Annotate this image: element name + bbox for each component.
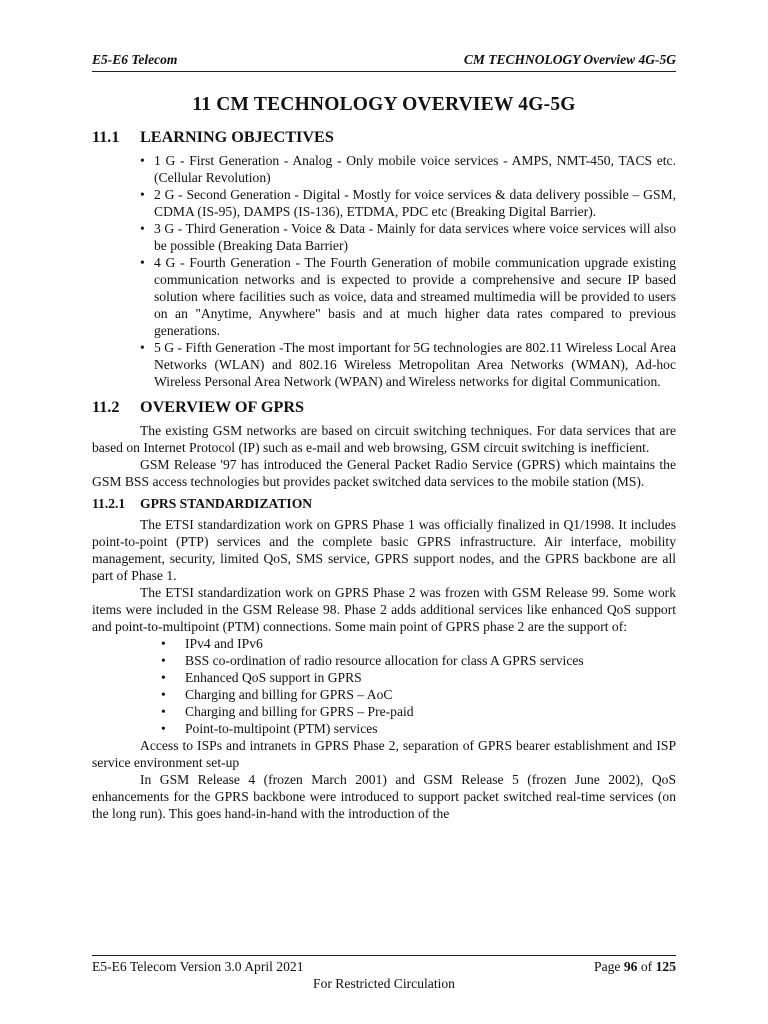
of-label: of [640,959,653,974]
paragraph: The ETSI standardization work on GPRS Phase 1 was officially finalized in Q1/1998. It includes point-to-point (PTP) services and the complete basic GPRS infrastructure. Air interface, mobility management, security, limited QoS, SMS service, GPRS support nodes, and the GPRS backbone are all part of Phase 1. [92,517,676,583]
subsection-title: GPRS STANDARDIZATION [140,496,313,511]
paragraph: Access to ISPs and intranets in GPRS Phase 2, separation of GPRS bearer establishment and ISP service environment set-up [92,738,676,770]
page-label: Page [594,959,621,974]
subsection-number: 11.2.1 [92,496,126,511]
section-number: 11.1 [92,128,120,146]
footer-version: E5-E6 Telecom Version 3.0 April 2021 [92,959,304,974]
section-heading-learning-objectives [92,128,676,147]
total-pages: 125 [655,959,676,974]
circulation-note: For Restricted Circulation [313,976,455,991]
list-item: • Charging and billing for GPRS – Pre-paid [185,703,676,720]
list-item: • Charging and billing for GPRS – AoC [185,686,676,703]
list-item: • 4 G - Fourth Generation - The Fourth Generation of mobile communication upgrade existing communication networks and is expected to provide a comprehensive and secure IP based solution where facilities such as voice, data and streamed multimedia will be provided to users on an "Anytime, Anywhere" basis and at much higher data rates compared to previous generations. [154,254,676,339]
list-item: • 2 G - Second Generation - Digital - Mostly for voice services & data delivery possible – GSM, CDMA (IS-95), DAMPS (IS-136), ETDMA, PDC etc (Breaking Digital Barrier). [154,186,676,220]
page-footer [92,955,676,992]
paragraph: The existing GSM networks are based on circuit switching techniques. For data services that are based on Internet Protocol (IP) such as e-mail and web browsing, GSM circuit switching is inefficient. [92,423,676,455]
subsection-heading-gprs-standardization [92,496,676,512]
list-item: • 5 G - Fifth Generation -The most important for 5G technologies are 802.11 Wireless Local Area Networks (WLAN) and 802.16 Wireless Metropolitan Area Networks (WMAN), Ad-hoc Wireless Personal Area Network (WPAN) and Wireless networks for digital Communication. [154,339,676,390]
section-title: LEARNING OBJECTIVES [140,128,334,146]
header-right: CM TECHNOLOGY Overview 4G-5G [463,52,676,67]
list-item: • 3 G - Third Generation - Voice & Data - Mainly for data services where voice services will also be possible (Breaking Data Barrier) [154,220,676,254]
list-item: • BSS co-ordination of radio resource allocation for class A GPRS services [185,652,676,669]
objectives-list [92,152,676,390]
list-item: • 1 G - First Generation - Analog - Only mobile voice services - AMPS, NMT-450, TACS etc. (Cellular Revolution) [154,152,676,186]
section-heading-overview-of-gprs [92,398,676,417]
list-item: • IPv4 and IPv6 [185,635,676,652]
phase2-points-list [92,635,676,737]
running-header [92,52,676,72]
paragraph: The ETSI standardization work on GPRS Phase 2 was frozen with GSM Release 99. Some work items were included in the GSM Release 98. Phase 2 adds additional services like enhanced QoS support and point-to-multipoint (PTM) connections. Some main point of GPRS phase 2 are the support of: [92,585,676,634]
header-left: E5-E6 Telecom [92,52,178,67]
page-counter [594,959,676,975]
chapter-title: 11 CM TECHNOLOGY OVERVIEW 4G-5G [192,94,576,115]
paragraph: GSM Release '97 has introduced the General Packet Radio Service (GPRS) which maintains the GSM BSS access technologies but provides packet switched data services to the mobile station (MS). [92,457,676,489]
page-number: 96 [623,959,638,974]
list-item: • Enhanced QoS support in GPRS [185,669,676,686]
section-title: OVERVIEW OF GPRS [140,398,305,416]
list-item: • Point-to-multipoint (PTM) services [185,720,676,737]
page-content [92,94,676,822]
section-number: 11.2 [92,398,120,416]
paragraph: In GSM Release 4 (frozen March 2001) and GSM Release 5 (frozen June 2002), QoS enhancements for the GPRS backbone were introduced to support packet switched real-time services (on the long run). This goes hand-in-hand with the introduction of the [92,772,676,821]
